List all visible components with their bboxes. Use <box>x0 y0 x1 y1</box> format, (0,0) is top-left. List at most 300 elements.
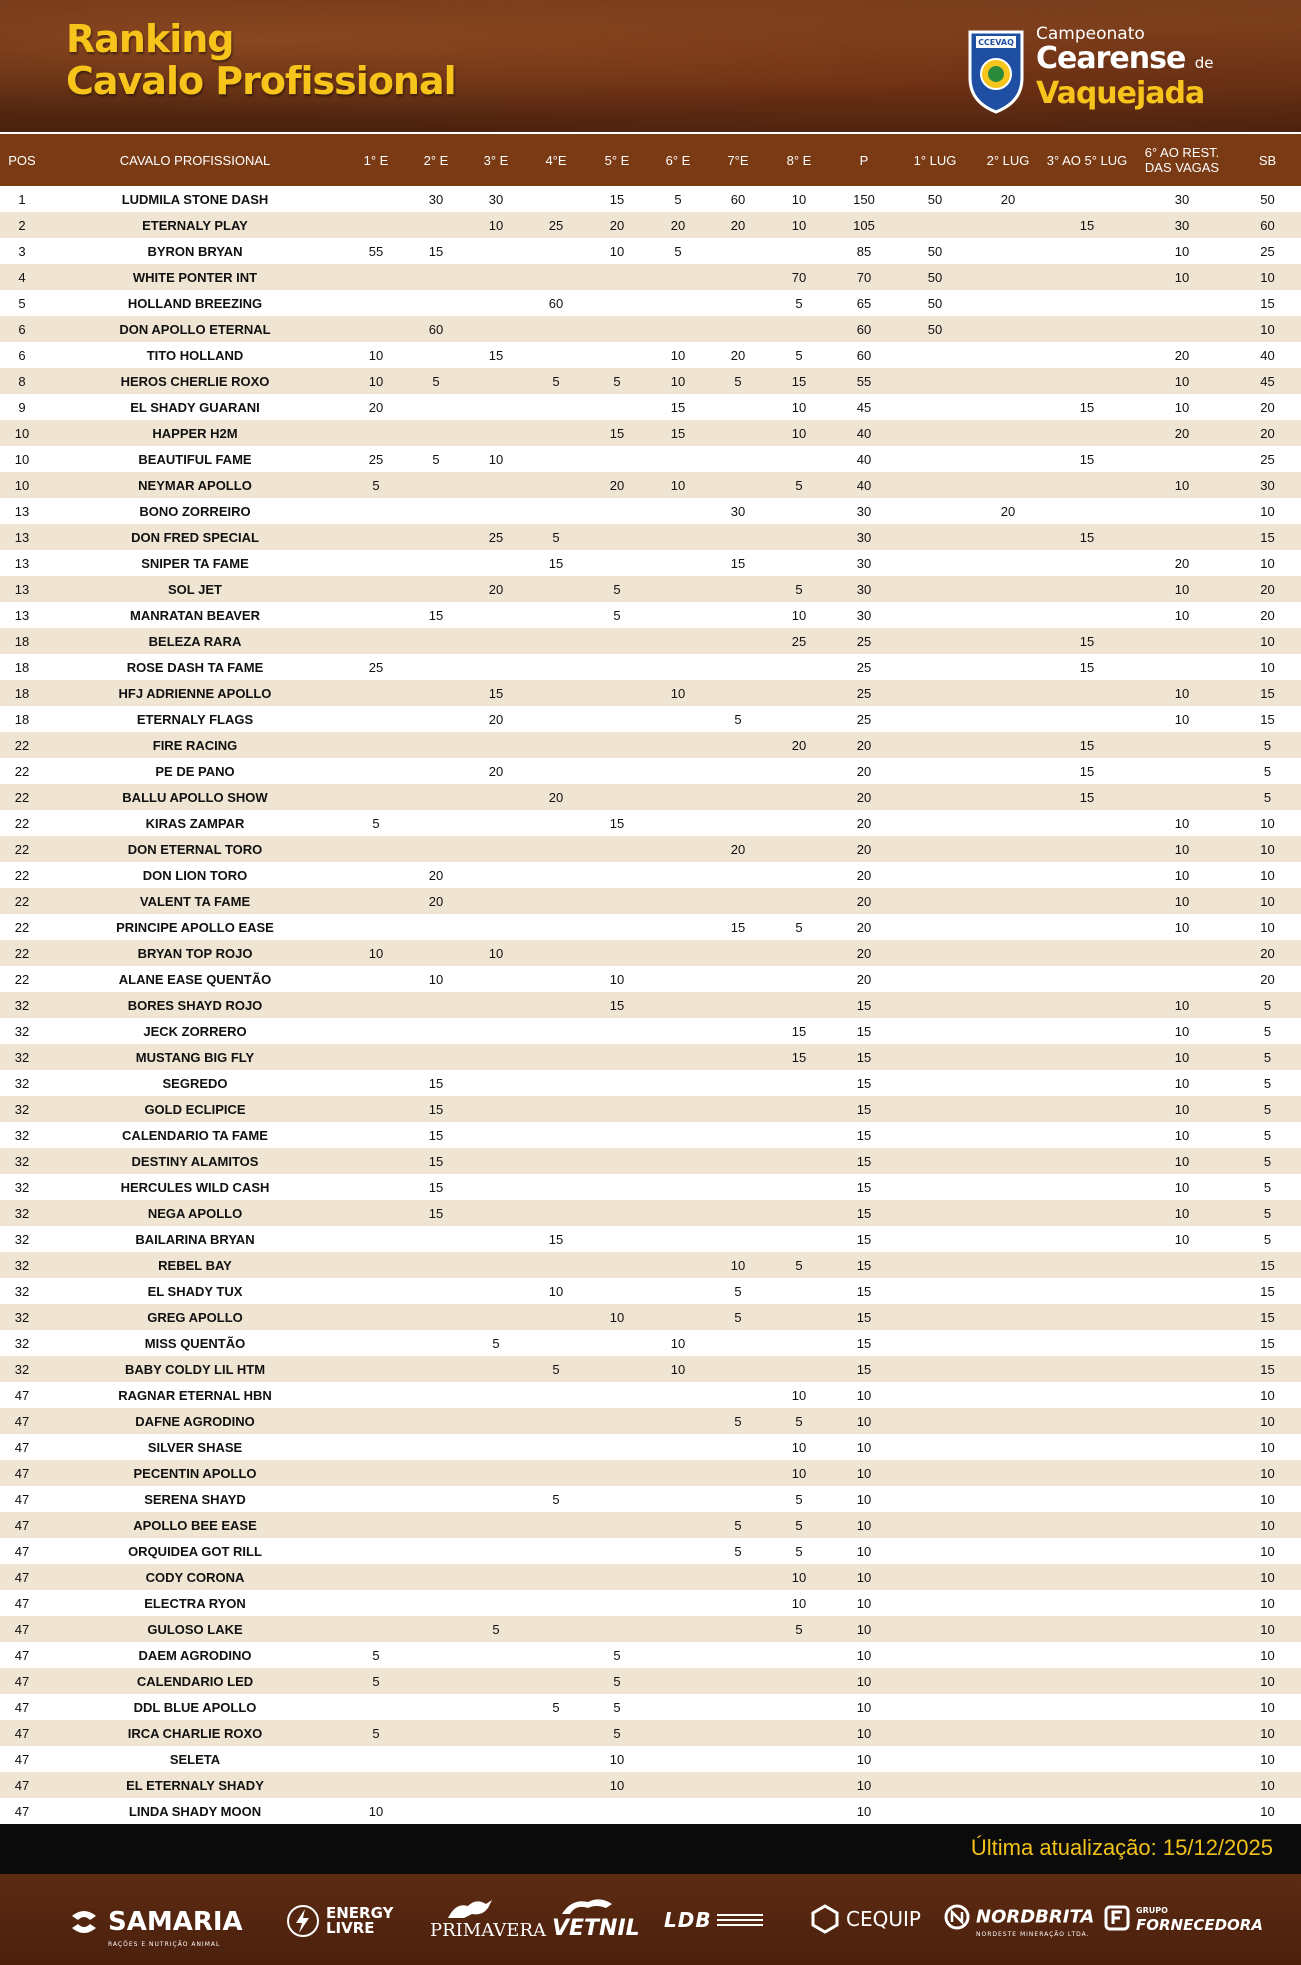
score-cell <box>346 1356 406 1382</box>
table-row <box>0 992 1301 1018</box>
score-cell <box>526 732 586 758</box>
score-cell <box>526 498 586 524</box>
score-cell <box>972 1382 1044 1408</box>
score-cell <box>972 1174 1044 1200</box>
score-cell <box>406 472 466 498</box>
score-cell: 15 <box>856 1205 872 1221</box>
score-cell: 25 <box>1260 243 1275 259</box>
table-row <box>0 1122 1301 1148</box>
score-cell: 20 <box>609 477 625 493</box>
score-cell <box>972 1720 1044 1746</box>
score-cell <box>466 550 526 576</box>
score-cell <box>898 1226 972 1252</box>
score-cell <box>466 836 526 862</box>
score-cell: 30 <box>1174 217 1190 233</box>
score-cell <box>526 1408 586 1434</box>
score-cell <box>526 836 586 862</box>
score-cell: 5 <box>1263 1101 1272 1117</box>
score-cell <box>768 654 830 680</box>
score-cell <box>1044 290 1130 316</box>
score-cell: 25 <box>368 659 384 675</box>
score-cell: 45 <box>1260 373 1275 389</box>
score-cell <box>972 238 1044 264</box>
score-cell <box>708 1616 768 1642</box>
score-cell: 70 <box>791 269 807 285</box>
score-cell <box>898 706 972 732</box>
score-cell: 10 <box>856 1387 872 1403</box>
score-cell: 5 <box>432 451 440 467</box>
score-cell <box>346 420 406 446</box>
score-cell: 10 <box>1174 1153 1190 1169</box>
score-cell: 15 <box>1079 633 1095 649</box>
score-cell <box>708 394 768 420</box>
score-cell: 30 <box>856 503 872 519</box>
score-cell <box>708 1694 768 1720</box>
score-cell: 85 <box>856 243 872 259</box>
score-cell <box>406 1044 466 1070</box>
score-cell <box>346 186 406 212</box>
score-cell: 15 <box>1260 529 1275 545</box>
score-cell: 25 <box>856 711 872 727</box>
score-cell <box>768 446 830 472</box>
position-cell: 22 <box>14 815 30 831</box>
samaria-logo-icon <box>66 1904 102 1940</box>
score-cell: 5 <box>613 607 621 623</box>
table-row <box>0 498 1301 524</box>
score-cell: 20 <box>488 581 504 597</box>
score-cell <box>768 1096 830 1122</box>
score-cell <box>648 1590 708 1616</box>
table-row <box>0 1590 1301 1616</box>
score-cell: 20 <box>1260 945 1275 961</box>
score-cell <box>526 1590 586 1616</box>
score-cell: 5 <box>613 1725 621 1741</box>
score-cell <box>526 628 586 654</box>
score-cell: 15 <box>670 425 686 441</box>
horse-name-cell: CALENDARIO LED <box>136 1673 254 1689</box>
table-row <box>0 706 1301 732</box>
score-cell <box>526 966 586 992</box>
score-cell <box>466 654 526 680</box>
score-cell: 20 <box>730 841 746 857</box>
score-cell <box>406 810 466 836</box>
score-cell <box>972 1772 1044 1798</box>
score-cell: 20 <box>548 789 564 805</box>
horse-name-cell: FIRE RACING <box>152 737 238 753</box>
horse-name-cell: BALLU APOLLO SHOW <box>122 789 268 805</box>
score-cell <box>466 628 526 654</box>
score-cell: 55 <box>856 373 872 389</box>
score-cell <box>648 290 708 316</box>
score-cell <box>526 394 586 420</box>
position-cell: 32 <box>14 1335 30 1351</box>
score-cell: 15 <box>548 555 564 571</box>
table-row <box>0 1070 1301 1096</box>
score-cell: 50 <box>1260 191 1275 207</box>
score-cell: 10 <box>791 607 807 623</box>
score-cell: 15 <box>856 1127 872 1143</box>
score-cell: 15 <box>856 1075 872 1091</box>
score-cell <box>466 602 526 628</box>
score-cell: 10 <box>1174 893 1190 909</box>
score-cell <box>586 1018 648 1044</box>
score-cell: 10 <box>1260 1491 1275 1507</box>
table-row <box>0 1304 1301 1330</box>
score-cell <box>586 1252 648 1278</box>
score-cell <box>1044 238 1130 264</box>
score-cell <box>972 1668 1044 1694</box>
score-cell <box>648 1226 708 1252</box>
score-cell <box>648 1694 708 1720</box>
score-cell <box>708 264 768 290</box>
score-cell <box>1044 862 1130 888</box>
table-row <box>0 628 1301 654</box>
score-cell <box>526 420 586 446</box>
score-cell: 15 <box>856 1049 872 1065</box>
score-cell <box>768 706 830 732</box>
score-cell <box>972 368 1044 394</box>
score-cell <box>466 238 526 264</box>
score-cell <box>346 836 406 862</box>
position-cell: 47 <box>14 1647 30 1663</box>
score-cell <box>768 1304 830 1330</box>
score-cell <box>346 550 406 576</box>
score-cell <box>346 602 406 628</box>
score-cell <box>898 1460 972 1486</box>
horse-name-cell: PECENTIN APOLLO <box>133 1465 257 1481</box>
horse-name-cell: MUSTANG BIG FLY <box>135 1049 255 1065</box>
score-cell: 20 <box>1260 607 1275 623</box>
horse-name-cell: ETERNALY PLAY <box>142 217 248 233</box>
score-cell <box>1044 1200 1130 1226</box>
score-cell <box>406 628 466 654</box>
score-cell <box>586 862 648 888</box>
column-header: 1° LUG <box>913 152 957 168</box>
horse-name-cell: NEYMAR APOLLO <box>138 477 252 493</box>
score-cell <box>466 1512 526 1538</box>
score-cell <box>648 1434 708 1460</box>
score-cell <box>526 316 586 342</box>
score-cell <box>898 1538 972 1564</box>
position-cell: 32 <box>14 1023 30 1039</box>
table-row <box>0 186 1301 212</box>
score-cell <box>586 1538 648 1564</box>
score-cell <box>1130 1538 1234 1564</box>
score-cell <box>346 290 406 316</box>
score-cell <box>898 1278 972 1304</box>
score-cell <box>648 758 708 784</box>
score-cell: 10 <box>1174 711 1190 727</box>
score-cell <box>1044 1304 1130 1330</box>
score-cell: 5 <box>552 1491 560 1507</box>
horse-head-icon <box>552 1896 622 1916</box>
score-cell <box>708 1642 768 1668</box>
score-cell <box>972 342 1044 368</box>
score-cell <box>1044 1382 1130 1408</box>
score-cell <box>898 1798 972 1824</box>
horse-name-cell: BELEZA RARA <box>148 633 242 649</box>
score-cell: 5 <box>795 919 803 935</box>
score-cell: 15 <box>670 399 686 415</box>
score-cell: 40 <box>856 451 872 467</box>
score-cell <box>648 1538 708 1564</box>
score-cell: 60 <box>428 321 444 337</box>
score-cell <box>1130 654 1234 680</box>
score-cell <box>898 1148 972 1174</box>
score-cell: 25 <box>488 529 504 545</box>
score-cell <box>1044 498 1130 524</box>
score-cell: 20 <box>730 347 746 363</box>
score-cell: 10 <box>609 1309 625 1325</box>
score-cell <box>898 1720 972 1746</box>
score-cell: 10 <box>1260 555 1275 571</box>
score-cell <box>466 732 526 758</box>
score-cell <box>648 498 708 524</box>
score-cell <box>1044 1642 1130 1668</box>
score-cell <box>406 1304 466 1330</box>
score-cell: 10 <box>1260 1621 1275 1637</box>
lightning-icon <box>286 1904 320 1938</box>
score-cell <box>1044 1278 1130 1304</box>
score-cell <box>972 1694 1044 1720</box>
column-header: 3° AO 5° LUG <box>1046 152 1128 168</box>
championship-brand <box>1036 24 1214 110</box>
title-line-2: Cavalo Profissional <box>66 59 456 103</box>
score-cell: 10 <box>1260 867 1275 883</box>
last-update-bar <box>0 1824 1301 1874</box>
sponsor-cequip-name: CEQUIP <box>846 1907 921 1931</box>
table-row <box>0 602 1301 628</box>
score-cell: 60 <box>856 347 872 363</box>
score-cell <box>898 1330 972 1356</box>
horse-name-cell: REBEL BAY <box>158 1257 232 1273</box>
crest-label: CCEVAQ <box>978 38 1014 47</box>
score-cell <box>768 550 830 576</box>
score-cell <box>648 1070 708 1096</box>
score-cell <box>586 264 648 290</box>
score-cell <box>972 1746 1044 1772</box>
position-cell: 13 <box>14 503 30 519</box>
score-cell <box>768 1694 830 1720</box>
score-cell <box>466 1642 526 1668</box>
score-cell <box>586 1564 648 1590</box>
score-cell <box>972 1096 1044 1122</box>
score-cell <box>346 1694 406 1720</box>
position-cell: 10 <box>14 425 30 441</box>
score-cell: 5 <box>552 1699 560 1715</box>
score-cell <box>526 186 586 212</box>
score-cell <box>898 1564 972 1590</box>
score-cell <box>346 628 406 654</box>
score-cell <box>346 498 406 524</box>
score-cell <box>526 1070 586 1096</box>
score-cell: 10 <box>670 477 686 493</box>
score-cell: 10 <box>1174 243 1190 259</box>
score-cell <box>648 1252 708 1278</box>
horse-name-cell: MISS QUENTÃO <box>144 1335 246 1351</box>
score-cell: 15 <box>1260 711 1275 727</box>
column-header: 5° E <box>604 152 630 168</box>
score-cell <box>346 1096 406 1122</box>
score-cell: 5 <box>795 477 803 493</box>
table-row <box>0 1486 1301 1512</box>
sponsor-samaria-name: SAMARIA <box>108 1907 243 1937</box>
score-cell: 15 <box>856 1179 872 1195</box>
position-cell: 22 <box>14 945 30 961</box>
score-cell: 5 <box>795 295 803 311</box>
column-header: 4°E <box>545 152 567 168</box>
score-cell: 5 <box>1263 1179 1272 1195</box>
score-cell: 15 <box>609 425 625 441</box>
score-cell <box>898 472 972 498</box>
score-cell: 15 <box>1260 1335 1275 1351</box>
score-cell <box>1044 602 1130 628</box>
score-cell <box>526 706 586 732</box>
score-cell <box>586 1434 648 1460</box>
position-cell: 32 <box>14 1205 30 1221</box>
score-cell <box>526 472 586 498</box>
score-cell: 15 <box>791 1023 807 1039</box>
score-cell: 10 <box>1260 659 1275 675</box>
score-cell: 20 <box>791 737 807 753</box>
table-row <box>0 1720 1301 1746</box>
score-cell <box>526 1616 586 1642</box>
score-cell <box>898 394 972 420</box>
score-cell: 20 <box>856 841 872 857</box>
score-cell <box>1130 1616 1234 1642</box>
score-cell: 15 <box>1079 529 1095 545</box>
position-cell: 22 <box>14 763 30 779</box>
score-cell <box>526 264 586 290</box>
score-cell: 65 <box>856 295 872 311</box>
score-cell: 10 <box>791 1387 807 1403</box>
score-cell <box>526 1798 586 1824</box>
position-cell: 47 <box>14 1465 30 1481</box>
score-cell <box>972 862 1044 888</box>
score-cell <box>346 732 406 758</box>
score-cell <box>1044 1694 1130 1720</box>
score-cell: 10 <box>1260 1751 1275 1767</box>
score-cell <box>1044 1564 1130 1590</box>
score-cell <box>526 758 586 784</box>
table-row <box>0 1798 1301 1824</box>
score-cell: 15 <box>856 1335 872 1351</box>
score-cell: 40 <box>856 425 872 441</box>
score-cell: 5 <box>372 1725 380 1741</box>
score-cell <box>526 576 586 602</box>
score-cell <box>586 1278 648 1304</box>
score-cell <box>406 1694 466 1720</box>
score-cell <box>1130 1408 1234 1434</box>
score-cell <box>346 992 406 1018</box>
score-cell <box>898 810 972 836</box>
horse-name-cell: DAFNE AGRODINO <box>135 1413 255 1429</box>
score-cell <box>346 1408 406 1434</box>
score-cell <box>648 1616 708 1642</box>
score-cell: 10 <box>1260 321 1275 337</box>
score-cell: 10 <box>1260 1387 1275 1403</box>
score-cell <box>898 1668 972 1694</box>
sponsor-ldb <box>664 1908 769 1932</box>
score-cell <box>972 602 1044 628</box>
position-cell: 10 <box>14 451 30 467</box>
score-cell <box>346 1200 406 1226</box>
score-cell: 10 <box>1260 1725 1275 1741</box>
score-cell <box>768 758 830 784</box>
score-cell <box>406 264 466 290</box>
score-cell <box>898 1590 972 1616</box>
score-cell: 5 <box>734 373 742 389</box>
score-cell: 10 <box>1174 919 1190 935</box>
score-cell: 10 <box>1174 1205 1190 1221</box>
table-row <box>0 1356 1301 1382</box>
score-cell: 5 <box>372 1673 380 1689</box>
score-cell: 10 <box>791 425 807 441</box>
score-cell: 10 <box>856 1673 872 1689</box>
score-cell <box>1044 1486 1130 1512</box>
score-cell <box>586 1200 648 1226</box>
table-row <box>0 732 1301 758</box>
horse-name-cell: NEGA APOLLO <box>147 1205 243 1221</box>
score-cell <box>526 680 586 706</box>
score-cell: 10 <box>856 1439 872 1455</box>
score-cell: 10 <box>856 1413 872 1429</box>
horse-name-cell: ELECTRA RYON <box>144 1595 246 1611</box>
score-cell <box>972 836 1044 862</box>
score-cell <box>466 316 526 342</box>
score-cell <box>406 342 466 368</box>
score-cell <box>526 1018 586 1044</box>
score-cell <box>1044 1772 1130 1798</box>
table-row <box>0 368 1301 394</box>
position-cell: 32 <box>14 1283 30 1299</box>
score-cell <box>972 1304 1044 1330</box>
score-cell <box>648 1668 708 1694</box>
score-cell: 10 <box>1260 815 1275 831</box>
score-cell: 20 <box>368 399 384 415</box>
score-cell <box>708 1382 768 1408</box>
ranking-table-container <box>0 132 1301 1824</box>
table-row <box>0 1044 1301 1070</box>
score-cell <box>526 1434 586 1460</box>
score-cell: 10 <box>730 1257 746 1273</box>
score-cell: 5 <box>1263 1127 1272 1143</box>
score-cell: 5 <box>552 373 560 389</box>
score-cell <box>586 290 648 316</box>
score-cell: 10 <box>609 1777 625 1793</box>
sponsor-energy-name: ENERGY LIVRE <box>326 1904 394 1937</box>
horse-name-cell: DDL BLUE APOLLO <box>133 1699 257 1715</box>
score-cell: 5 <box>1263 1231 1272 1247</box>
score-cell: 10 <box>1174 607 1190 623</box>
score-cell <box>768 1174 830 1200</box>
score-cell <box>406 706 466 732</box>
score-cell: 5 <box>734 1413 742 1429</box>
score-cell: 10 <box>856 1569 872 1585</box>
score-cell <box>346 524 406 550</box>
table-row <box>0 1668 1301 1694</box>
position-cell: 18 <box>14 659 30 675</box>
score-cell <box>768 524 830 550</box>
horse-name-cell: BORES SHAYD ROJO <box>127 997 263 1013</box>
score-cell: 10 <box>1260 1595 1275 1611</box>
score-cell: 10 <box>791 1569 807 1585</box>
score-cell <box>898 446 972 472</box>
score-cell <box>406 1486 466 1512</box>
score-cell: 25 <box>368 451 384 467</box>
score-cell <box>346 914 406 940</box>
score-cell <box>406 1720 466 1746</box>
